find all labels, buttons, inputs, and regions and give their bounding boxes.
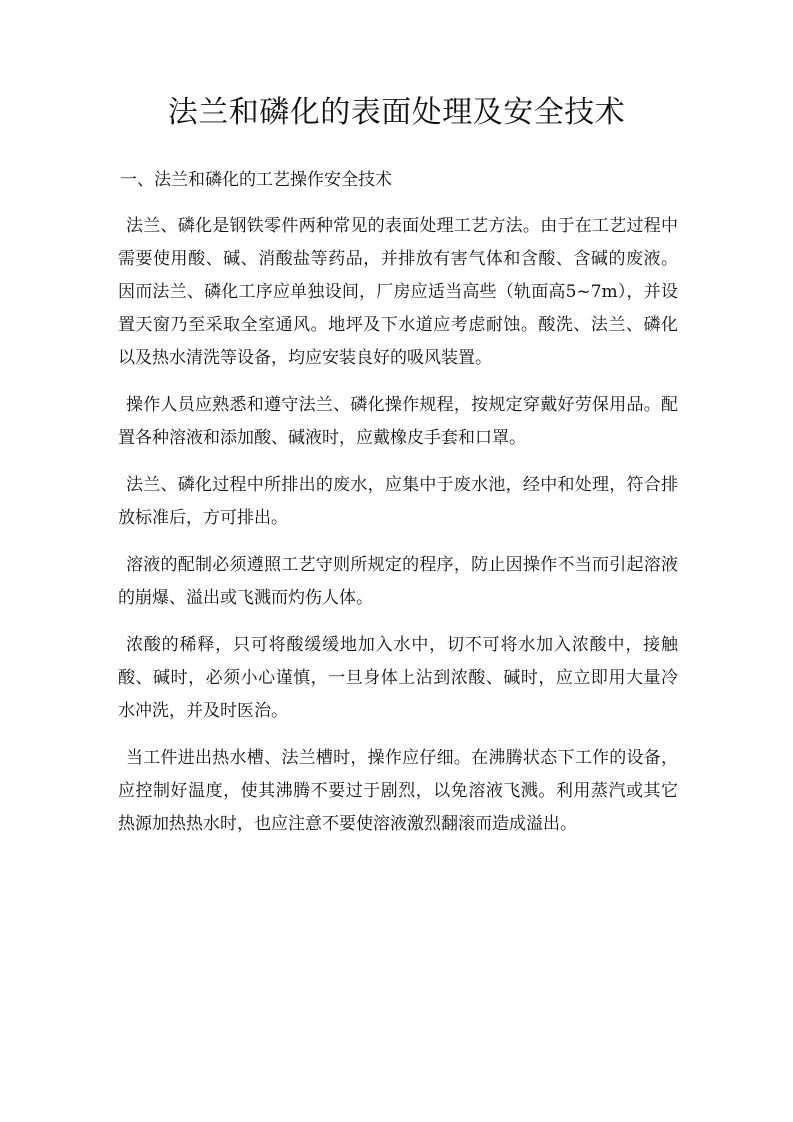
paragraph-2: 操作人员应熟悉和遵守法兰、磷化操作规程，按规定穿戴好劳保用品。配置各种溶液和添加酸、碱液时，应戴橡皮手套和口罩。 [118, 395, 678, 448]
paragraph-5: 浓酸的稀释，只可将酸缓缓地加入水中，切不可将水加入浓酸中，接触酸、碱时，必须小心谨慎，一旦身体上沾到浓酸、碱时，应立即用大量冷水冲洗，并及时医治。 [118, 635, 678, 721]
document-title: 法兰和磷化的表面处理及安全技术 [167, 95, 626, 130]
paragraph-3: 法兰、磷化过程中所排出的废水，应集中于废水池，经中和处理，符合排放标准后，方可排出。 [118, 475, 678, 528]
document-body [118, 163, 678, 855]
paragraph-1: 法兰、磷化是钢铁零件两种常见的表面处理工艺方法。由于在工艺过程中需要使用酸、碱、消酸盐等药品，并排放有害气体和含酸、含碱的废液。因而法兰、磷化工序应单独设间，厂房应适当高些（轨面高5~7m），并设置天窗乃至采取全室通风。地坪及下水道应考虑耐蚀。酸洗、法兰、磷化以及热水清洗等设备，均应安装良好的吸风装置。 [118, 216, 678, 368]
paragraph-6: 当工件进出热水槽、法兰槽时，操作应仔细。在沸腾状态下工作的设备，应控制好温度，使其沸腾不要过于剧烈，以免溶液飞溅。利用蒸汽或其它热源加热热水时，也应注意不要使溶液激烈翻滚而造成溢出。 [118, 748, 678, 834]
paragraph-4: 溶液的配制必须遵照工艺守则所规定的程序，防止因操作不当而引起溶液的崩爆、溢出或飞溅而灼伤人体。 [118, 555, 678, 608]
section-heading: 一、法兰和磷化的工艺操作安全技术 [120, 170, 392, 190]
